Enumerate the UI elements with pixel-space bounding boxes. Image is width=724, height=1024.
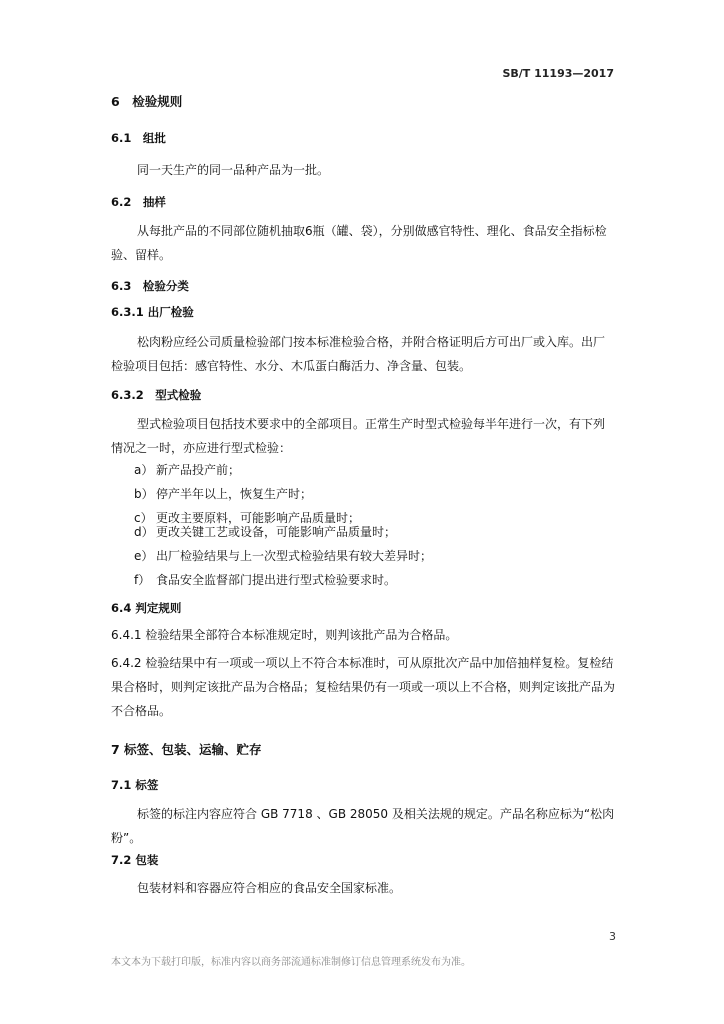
section-6-2-body: 从每批产品的不同部位随机抽取6瓶（罐、袋），分别做感官特性、理化、食品安全指标检验、留样。: [111, 224, 607, 262]
list-item: b） 停产半年以上，恢复生产时；: [134, 487, 313, 501]
section-6-1-body: 同一天生产的同一品种产品为一批。: [137, 163, 330, 177]
section-7-2-title: 7.2 包装: [111, 853, 159, 867]
section-6-2-title: 6.2 抽样: [111, 195, 166, 209]
section-7-2-body: 包装材料和容器应符合相应的食品安全国家标准。: [137, 881, 402, 895]
section-6-4-title: 6.4 判定规则: [111, 601, 182, 615]
section-7-title: 7 标签、包装、运输、贮存: [111, 742, 262, 757]
section-6-4-1-body: 6.4.1 检验结果全部符合本标准规定时，则判该批产品为合格品。: [111, 628, 458, 642]
section-7-1-body: 标签的标注内容应符合 GB 7718 、GB 28050 及相关法规的规定。产品名称应标为“松肉粉”。: [111, 807, 615, 845]
standard-number: SB/T 11193—2017: [502, 67, 614, 80]
section-6-3-2-body: 型式检验项目包括技术要求中的全部项目。正常生产时型式检验每半年进行一次，有下列情况之一时，亦应进行型式检验：: [111, 417, 606, 455]
page-number: 3: [609, 930, 616, 943]
section-6-1-title: 6.1 组批: [111, 131, 166, 145]
section-6-3-title: 6.3 检验分类: [111, 279, 189, 293]
footer-note: 本文本为下载打印版，标准内容以商务部流通标准制修订信息管理系统发布为准。: [111, 957, 471, 968]
list-item: f） 食品安全监督部门提出进行型式检验要求时。: [134, 573, 397, 587]
list-item: e） 出厂检验结果与上一次型式检验结果有较大差异时；: [134, 549, 433, 563]
list-item: d） 更改关键工艺或设备，可能影响产品质量时；: [134, 525, 397, 539]
section-6-title: 6 检验规则: [111, 94, 183, 109]
list-item: a） 新产品投产前；: [134, 463, 241, 477]
section-6-3-2-title: 6.3.2 型式检验: [111, 388, 202, 402]
section-6-3-1-body: 松肉粉应经公司质量检验部门按本标准检验合格，并附合格证明后方可出厂或入库。出厂检验项目包括：感官特性、水分、木瓜蛋白酶活力、净含量、包装。: [111, 335, 606, 373]
section-6-4-2-body: 6.4.2 检验结果中有一项或一项以上不符合本标准时，可从原批次产品中加倍抽样复检。复检结果合格时，则判定该批产品为合格品；复检结果仍有一项或一项以上不合格，则判定该批产品为不合格品。: [111, 656, 616, 718]
section-6-3-1-title: 6.3.1 出厂检验: [111, 305, 194, 319]
list-item: c） 更改主要原料，可能影响产品质量时；: [134, 511, 361, 525]
section-7-1-title: 7.1 标签: [111, 778, 159, 792]
